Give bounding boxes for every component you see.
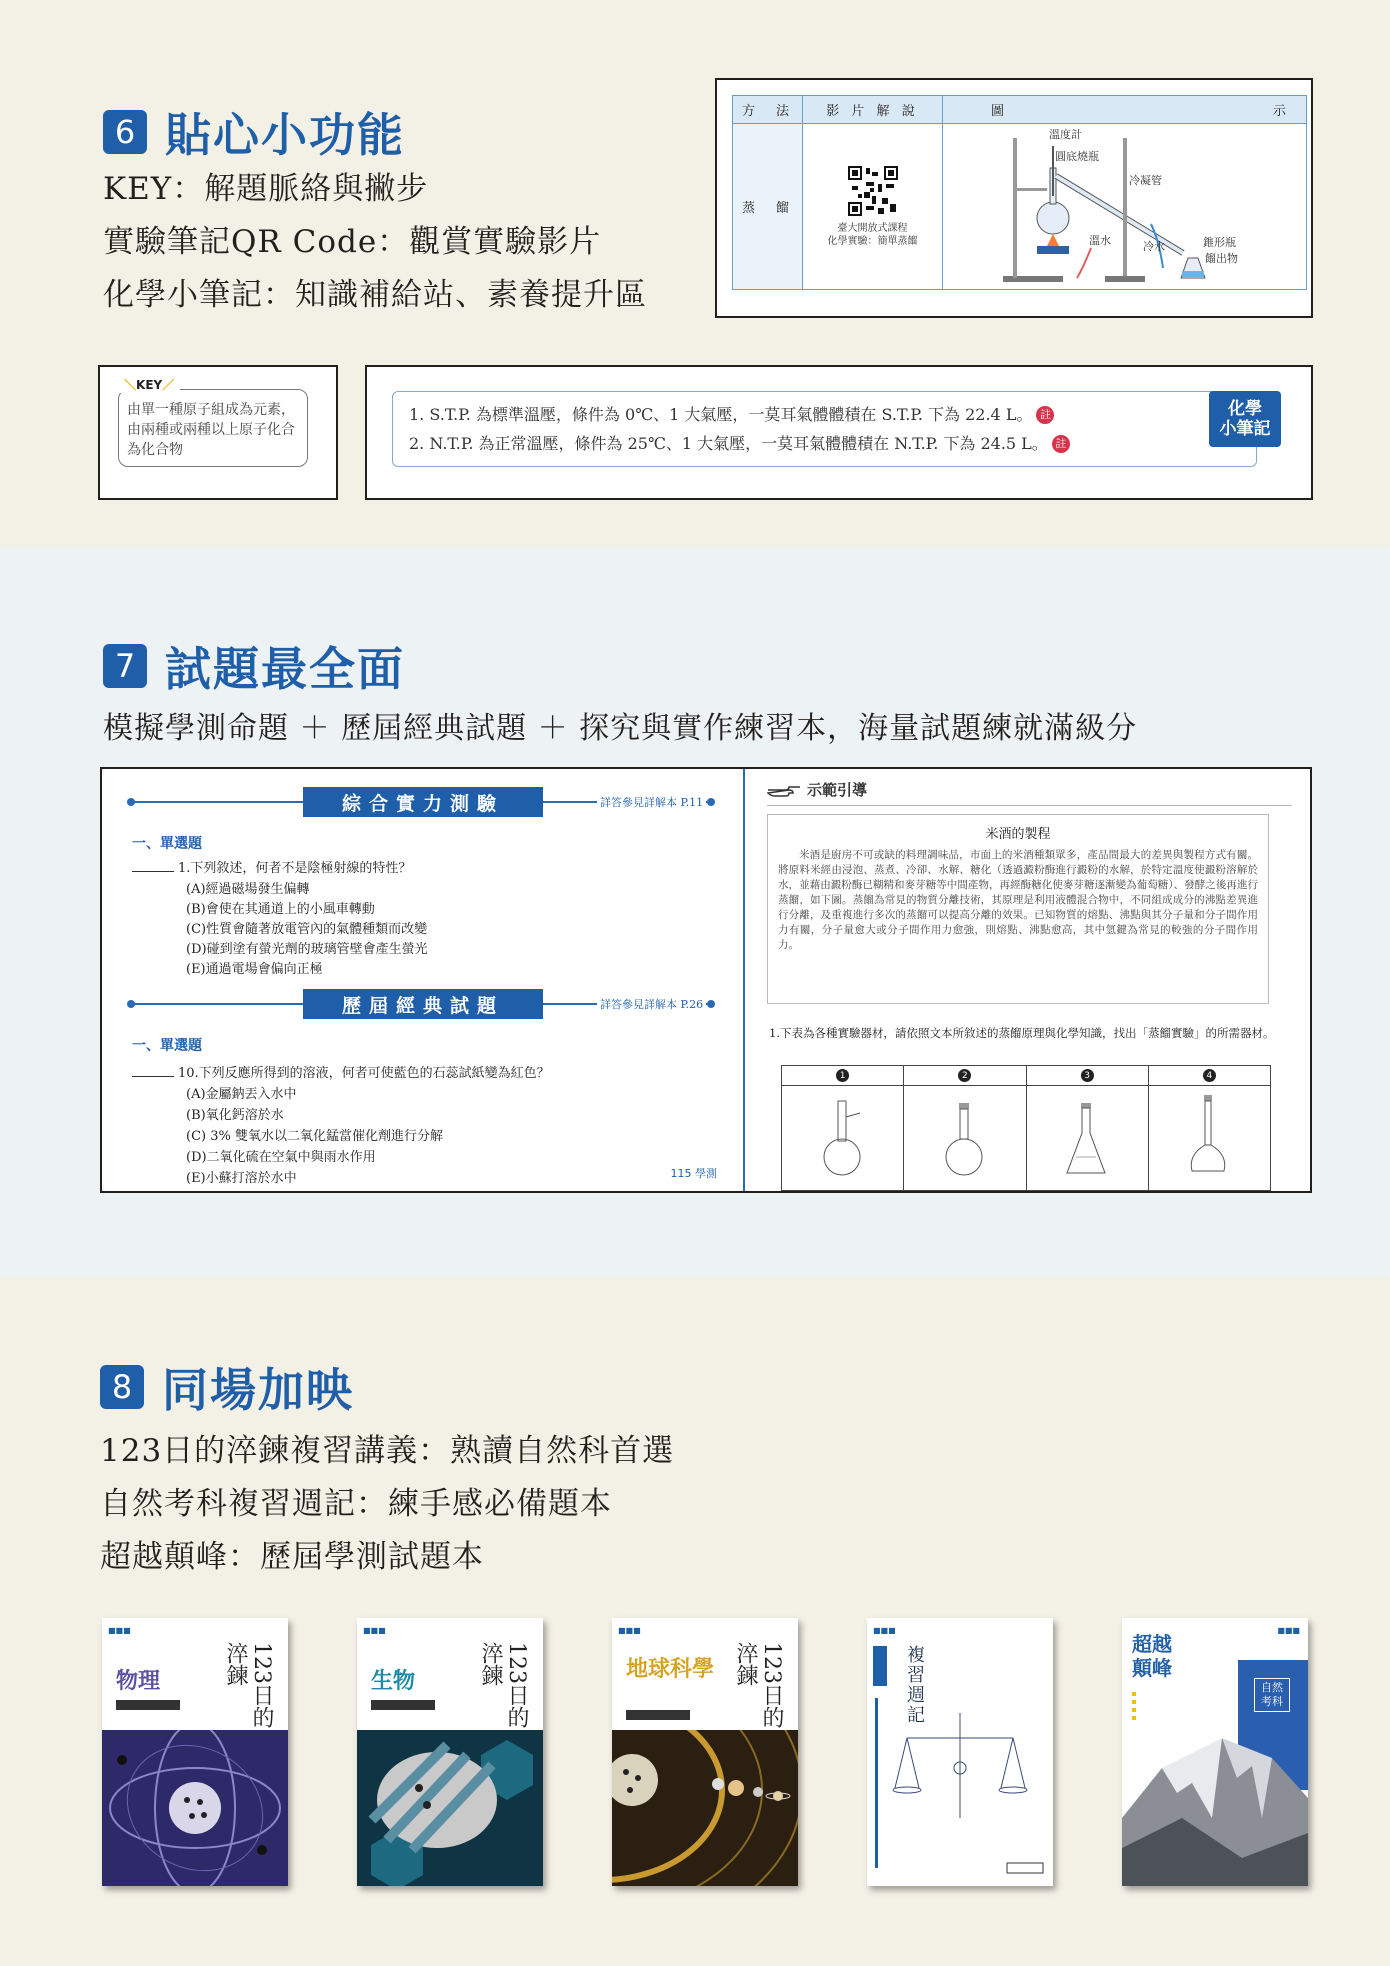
volumetric-flask-icon [1184,1093,1234,1183]
note-line: 2. N.T.P. 為正常溫壓，條件為 25℃、1 大氣壓，一莫耳氣體體積在 N.T.P. 下為 24.5 L。 註 [409,429,1240,458]
apparatus-cell [943,124,1306,289]
label-cold-water: 冷水 [1143,240,1165,253]
exam-left-page [102,769,745,1191]
key-tag: ＼KEY／ [118,376,180,393]
section-number: 7 [103,644,147,688]
experiment-table [732,95,1307,290]
table-header [733,96,1306,124]
label-condenser: 冷凝管 [1129,174,1162,187]
exam-right-page [747,769,1312,1191]
book-subject: 超越顛峰 [1132,1632,1172,1680]
exam-sample [100,767,1312,1193]
label-distillate: 餾出物 [1205,252,1238,265]
distilling-flask-icon [818,1093,868,1183]
balance-scale-illustration-icon [867,1618,1053,1886]
book-script-title: 123日的淬鍊 [223,1642,274,1728]
section-number: 8 [100,1365,144,1409]
question: 10.下列反應所得到的溶液，何者可使藍色的石蕊試紙變為紅色？ [132,1062,550,1081]
option: (C)性質會隨著放電管內的氣體種類而改變 [186,922,428,937]
label-thermometer: 溫度計 [1049,128,1082,141]
equipment-table-header [782,1066,1270,1086]
section-title: 貼心小功能 [165,108,405,162]
label-warm-water: 溫水 [1089,234,1111,247]
key-box: 由單一種原子組成為元素，由兩種或兩種以上原子化合為化合物 [118,389,308,467]
mountain-illustration-icon [1122,1618,1308,1886]
option: (E)通過電場會偏向正極 [186,962,323,977]
header-method: 方 法 [733,96,803,123]
publisher-logo: ■■■ [618,1626,641,1635]
passage-title: 米酒的製程 [985,827,1051,842]
option: (B)會使在其通道上的小風車轉動 [186,902,375,917]
header-diagram: 圖 示 [991,104,1290,119]
book-subject: 地球科學 [626,1657,715,1682]
book-subject: 物理 [116,1669,161,1694]
publisher-logo: ■■■ [108,1626,131,1635]
banner-comprehensive: 綜合實力測驗 詳答參見詳解本 P.11 [127,787,722,817]
section-title: 同場加映 [162,1363,354,1417]
video-caption-1: 臺大開放式課程 [837,222,908,234]
option: (C) 3% 雙氧水以二氧化錳當催化劑進行分解 [186,1129,443,1144]
table-body [733,124,1306,289]
qr-code-icon[interactable] [848,166,898,216]
cell-illustration-icon [357,1730,543,1886]
banner-past-exam: 歷屆經典試題 詳答參見詳解本 P.26 [127,989,722,1019]
passage-body: 米酒是廚房不可或缺的料理調味品，市面上的米酒種類眾多，產品間最大的差異與製程方式有關。將原料米經由浸泡、蒸煮、冷卻、水解、糖化（透過澱粉酶進行澱粉的水解，於特定溫度使澱粉溶解於水，並藉由澱粉酶已糊精和麥芽糖等中間產物，再經酶糖化使麥芽糖逐漸變為葡萄糖）、發酵之後再進行蒸餾，如下圖。蒸餾為常見的物質分離技術，其原理是利用液體混合物中，不同組成成分的沸點差異進行分離，及重複進行多次的蒸餾可以提高分離的效果。已知物質的熔點、沸點與其分子量和分子間作用力有關，分子量愈大或分子間作用力愈強，則熔點、沸點愈高，其中氫鍵為常見的較強的分子間作用力。 [778,849,1258,951]
video-caption-2: 化學實驗：簡單蒸餾 [827,235,918,247]
section-8-heading [100,1354,354,1420]
book-cover-peak[interactable] [1122,1618,1308,1886]
book-script-title: 123日的淬鍊 [733,1642,784,1728]
guide-heading: 示範引導 [767,779,867,800]
section-label: 一、單選題 [132,836,202,852]
chem-notes-tag: 化學 小筆記 [1209,391,1281,447]
feature-line: KEY：解題脈絡與撇步 [103,171,429,207]
publisher-logo: ■■■ [363,1626,386,1635]
atom-illustration-icon [102,1730,288,1886]
pointing-hand-icon [767,782,801,798]
answer-ref: 詳答參見詳解本 P.11 [597,794,706,810]
column-number: 3 [1081,1069,1094,1082]
inquiry-question: 1.下表為各種實驗器材，請依照文本所敘述的蒸餾原理與化學知識，找出「蒸餾實驗」的所需器材。 [769,1026,1275,1040]
answer-ref: 詳答參見詳解本 P.26 [597,996,706,1012]
question: 1.下列敘述，何者不是陰極射線的特性？ [132,857,411,876]
section-label: 一、單選題 [132,1038,202,1054]
option: (A)金屬鈉丟入水中 [186,1087,297,1102]
feature-line: 自然考科複習週記：練手感必備題本 [100,1486,612,1522]
book-cover-biology[interactable] [357,1618,543,1886]
solar-system-illustration-icon [612,1730,798,1886]
book-subject: 生物 [371,1669,416,1694]
option: (A)經過磁場發生偏轉 [186,882,310,897]
column-number: 1 [836,1069,849,1082]
section-title: 試題最全面 [165,642,405,696]
book-cover-earth-science[interactable] [612,1618,798,1886]
feature-line: 實驗筆記QR Code：觀賞實驗影片 [103,224,602,260]
option: (D)二氧化硫在空氣中與雨水作用 [186,1150,376,1165]
equipment-table [781,1065,1271,1191]
note-line: 1. S.T.P. 為標準溫壓，條件為 0℃、1 大氣壓，一莫耳氣體體積在 S.T.P. 下為 22.4 L。 註 [409,400,1240,429]
round-flask-icon [940,1093,990,1183]
section-7-heading [103,633,405,699]
book-script-title: 123日的淬鍊 [478,1642,529,1728]
book-cover-review-weekly[interactable] [867,1618,1053,1886]
feature-line: 超越顛峰：歷屆學測試題本 [100,1539,484,1575]
section-subtitle: 模擬學測命題 ＋ 歷屆經典試題 ＋ 探究與實作練習本，海量試題練就滿級分 [103,711,1138,746]
notes-box [392,391,1257,467]
note-marker-icon: 註 [1052,435,1070,453]
header-video: 影 片 解 說 [803,96,943,123]
book-cover-physics[interactable] [102,1618,288,1886]
key-sample [98,365,338,500]
note-marker-icon: 註 [1036,406,1054,424]
option: (D)碰到塗有螢光劑的玻璃管壁會產生螢光 [186,942,428,957]
option: (E)小蘇打溶於水中 [186,1171,297,1186]
exam-year-tag: 115 學測 [670,1167,717,1180]
chem-notes-sample [365,365,1313,500]
feature-line: 化學小筆記：知識補給站、素養提升區 [103,277,647,313]
label-erlenmeyer: 錐形瓶 [1203,236,1236,249]
book-subject: 複習週記 [907,1645,925,1726]
publisher-logo: ■■■ [1277,1626,1300,1635]
method-cell: 蒸 餾 [733,124,803,289]
video-cell [803,124,943,289]
option: (B)氧化鈣溶於水 [186,1108,284,1123]
column-number: 2 [958,1069,971,1082]
feature-line: 123日的淬鍊複習講義：熟讀自然科首選 [100,1433,675,1469]
erlenmeyer-flask-icon [1062,1093,1112,1183]
section-number: 6 [103,110,147,154]
label-flask: 圓底燒瓶 [1055,150,1099,163]
reading-passage [767,814,1269,1004]
book-side-label: 自然考科 [1254,1678,1290,1712]
section-6-heading [103,99,405,165]
publisher-logo: ■■■ [873,1626,896,1635]
experiment-note-sample [715,78,1313,318]
column-number: 4 [1203,1069,1216,1082]
